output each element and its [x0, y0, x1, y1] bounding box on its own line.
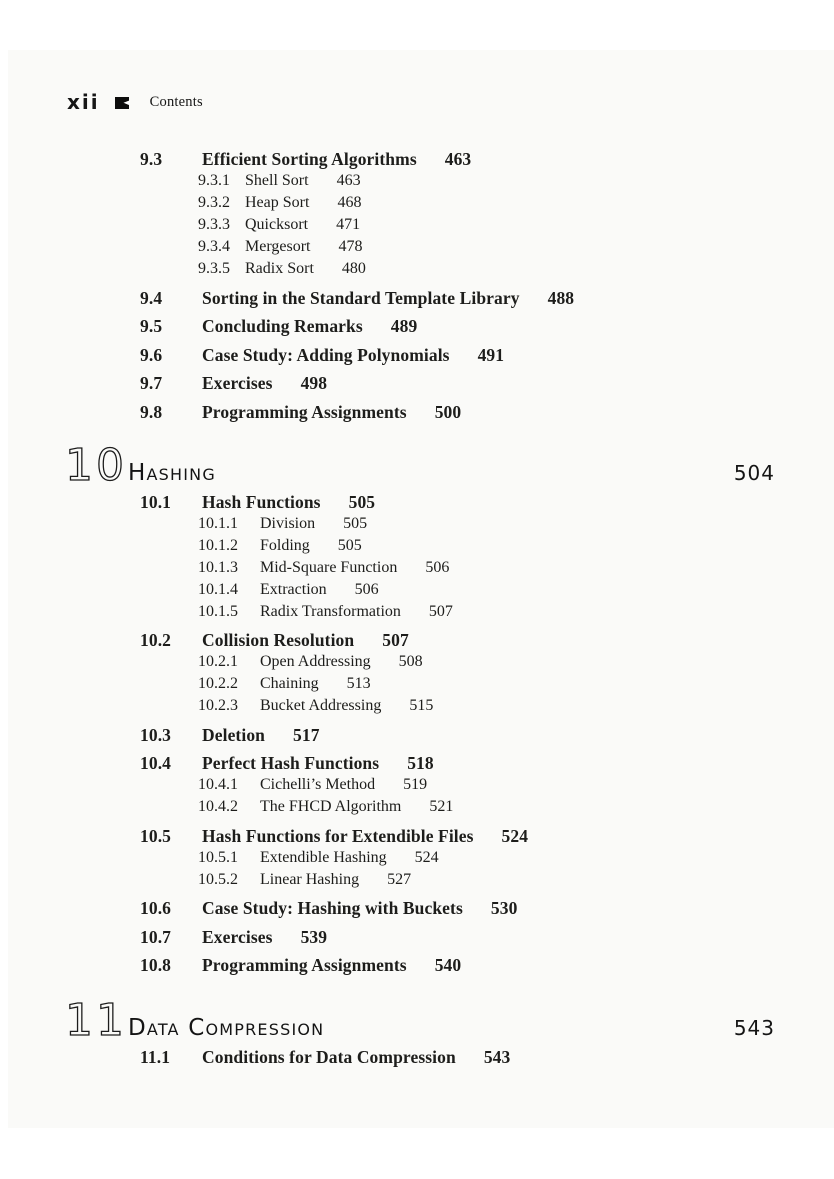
section-title: Efficient Sorting Algorithms — [202, 149, 417, 169]
section-page: 517 — [293, 724, 320, 745]
section-page: 524 — [501, 825, 529, 846]
subsection-number: 10.1.2 — [198, 536, 238, 554]
subsection-page: 480 — [341, 260, 366, 277]
subsection-number: 9.3.4 — [198, 238, 230, 255]
section-page: 530 — [490, 898, 518, 918]
section-title: Concluding Remarks — [202, 316, 363, 336]
subsection-number: 9.3.2 — [198, 194, 230, 211]
section-title: Programming Assignments — [202, 955, 407, 975]
section-number: 10.6 — [140, 898, 172, 918]
subsection-page: 513 — [346, 675, 371, 692]
table-of-contents — [0, 148, 834, 1068]
section-page: 543 — [483, 1047, 511, 1067]
section-title: Conditions for Data Compression — [202, 1047, 456, 1067]
section-number: 11.1 — [140, 1047, 171, 1067]
subsection-number: 10.2.1 — [198, 653, 238, 670]
section-number: 9.7 — [140, 373, 163, 393]
chapter-11-block — [0, 995, 834, 1068]
subsection-title: Cichelli’s Method — [260, 776, 376, 793]
subsection-number: 10.2.3 — [198, 697, 238, 714]
subsection-title: Extendible Hashing — [260, 848, 387, 866]
section-page: 463 — [444, 149, 472, 169]
subsection-title: Shell Sort — [245, 172, 309, 189]
toc-section-row — [0, 315, 834, 337]
section-title: Sorting in the Standard Template Library — [202, 287, 520, 308]
section-page: 539 — [300, 926, 328, 947]
section-number: 10.4 — [140, 753, 172, 773]
chapter-10-block — [0, 439, 834, 977]
section-title: Programming Assignments — [202, 401, 407, 422]
subsection-page: 515 — [409, 697, 434, 714]
subsection-number: 10.5.1 — [198, 848, 238, 866]
section-number: 9.8 — [140, 401, 163, 422]
toc-subsection-row — [0, 601, 834, 623]
subsection-title: Extraction — [260, 580, 327, 598]
toc-section-row — [0, 344, 834, 366]
section-number: 9.3 — [140, 149, 163, 169]
subsection-title: Linear Hashing — [260, 870, 360, 888]
subsection-title: Radix Sort — [245, 260, 314, 277]
subsection-page: 507 — [428, 602, 453, 620]
toc-section-row — [0, 724, 834, 746]
running-title: Contents — [149, 93, 203, 110]
toc-subsection-row — [0, 579, 834, 601]
subsection-page: 521 — [429, 798, 454, 815]
subsection-number: 10.1.1 — [198, 514, 238, 532]
toc-subsection-row — [0, 774, 834, 796]
section-title: Case Study: Adding Polynomials — [202, 344, 450, 365]
subsection-title: Radix Transformation — [260, 602, 401, 620]
subsection-page: 527 — [387, 870, 412, 888]
section-title: Hash Functions — [202, 491, 321, 512]
section-number: 10.3 — [140, 724, 172, 745]
toc-section-row — [0, 954, 834, 976]
section-title: Hash Functions for Extendible Files — [202, 825, 474, 846]
section-page: 505 — [348, 491, 376, 512]
chapter-heading — [0, 995, 834, 1046]
subsection-title: Mid-Square Function — [260, 558, 398, 576]
folio-page-number: xii — [67, 90, 100, 114]
chapter-heading — [0, 439, 834, 491]
section-page: 500 — [434, 401, 462, 422]
toc-subsection-row — [0, 258, 834, 280]
toc-subsection-row — [0, 192, 834, 214]
subsection-number: 10.1.4 — [198, 580, 238, 598]
subsection-title: Open Addressing — [260, 653, 371, 670]
section-title: Exercises — [202, 373, 273, 393]
section-number: 10.1 — [140, 491, 172, 512]
subsection-number: 10.4.2 — [198, 798, 238, 815]
subsection-page: 463 — [336, 172, 361, 189]
subsection-title: Division — [260, 514, 316, 532]
subsection-page: 478 — [338, 238, 363, 255]
section-title: Exercises — [202, 926, 273, 947]
section-number: 10.5 — [140, 825, 172, 846]
subsection-page: 524 — [414, 848, 439, 866]
toc-subsection-row — [0, 673, 834, 695]
subsection-number: 10.1.3 — [198, 558, 238, 576]
chapter-title: Data Compression — [128, 1015, 325, 1041]
chapter-number: 10 — [65, 439, 127, 491]
subsection-number: 10.4.1 — [198, 776, 238, 793]
section-number: 9.5 — [140, 316, 163, 336]
toc-section-row — [0, 926, 834, 948]
subsection-title: The FHCD Algorithm — [260, 798, 402, 815]
toc-section-row — [0, 491, 834, 513]
chapter-page: 543 — [733, 1016, 775, 1040]
subsection-title: Heap Sort — [245, 194, 310, 211]
toc-subsection-row — [0, 847, 834, 869]
subsection-number: 9.3.3 — [198, 216, 230, 233]
toc-section-row — [0, 825, 834, 847]
toc-section-row — [0, 752, 834, 774]
section-page: 507 — [382, 630, 409, 650]
toc-subsection-row — [0, 557, 834, 579]
chapter-number: 11 — [65, 995, 127, 1046]
section-page: 518 — [407, 753, 434, 773]
subsection-number: 10.1.5 — [198, 602, 238, 620]
toc-subsection-row — [0, 236, 834, 258]
toc-section-row — [0, 1046, 834, 1068]
subsection-page: 468 — [337, 194, 362, 211]
section-page: 540 — [434, 955, 462, 975]
section-page: 491 — [477, 344, 505, 365]
subsection-number: 9.3.1 — [198, 172, 230, 189]
toc-subsection-row — [0, 869, 834, 891]
section-title: Deletion — [202, 724, 266, 745]
subsection-page: 519 — [403, 776, 428, 793]
subsection-page: 506 — [425, 558, 450, 576]
toc-section-row — [0, 148, 834, 170]
toc-subsection-row — [0, 214, 834, 236]
section-number: 10.7 — [140, 926, 172, 947]
subsection-number: 9.3.5 — [198, 260, 230, 277]
subsection-title: Folding — [260, 536, 310, 554]
section-number: 9.4 — [140, 287, 163, 308]
subsection-title: Quicksort — [245, 216, 309, 233]
section-square-icon — [115, 97, 130, 109]
toc-subsection-row — [0, 513, 834, 535]
section-page: 489 — [390, 316, 418, 336]
subsection-page: 505 — [337, 536, 362, 554]
toc-section-row — [0, 401, 834, 423]
section-title: Perfect Hash Functions — [202, 753, 380, 773]
subsection-title: Mergesort — [245, 238, 311, 255]
page-header — [67, 90, 203, 114]
toc-subsection-row — [0, 695, 834, 717]
subsection-page: 508 — [398, 653, 423, 670]
chapter-page: 504 — [733, 460, 775, 485]
subsection-title: Chaining — [260, 675, 319, 692]
chapter-title: Hashing — [128, 459, 216, 486]
toc-subsection-row — [0, 170, 834, 192]
toc-subsection-row — [0, 796, 834, 818]
subsection-number: 10.2.2 — [198, 675, 238, 692]
toc-section-row — [0, 287, 834, 309]
section-page: 498 — [300, 373, 328, 393]
section-number: 9.6 — [140, 344, 163, 365]
subsection-number: 10.5.2 — [198, 870, 238, 888]
subsection-page: 505 — [343, 514, 368, 532]
toc-subsection-row — [0, 651, 834, 673]
section-title: Collision Resolution — [202, 630, 355, 650]
subsection-title: Bucket Addressing — [260, 697, 382, 714]
toc-subsection-row — [0, 535, 834, 557]
subsection-page: 471 — [336, 216, 361, 233]
toc-section-row — [0, 372, 834, 394]
section-number: 10.8 — [140, 955, 172, 975]
toc-section-row — [0, 897, 834, 919]
section-page: 488 — [547, 287, 575, 308]
subsection-page: 506 — [354, 580, 379, 598]
chapter-9-block — [0, 148, 834, 423]
section-title: Case Study: Hashing with Buckets — [202, 898, 463, 918]
section-number: 10.2 — [140, 630, 172, 650]
toc-section-row — [0, 629, 834, 651]
